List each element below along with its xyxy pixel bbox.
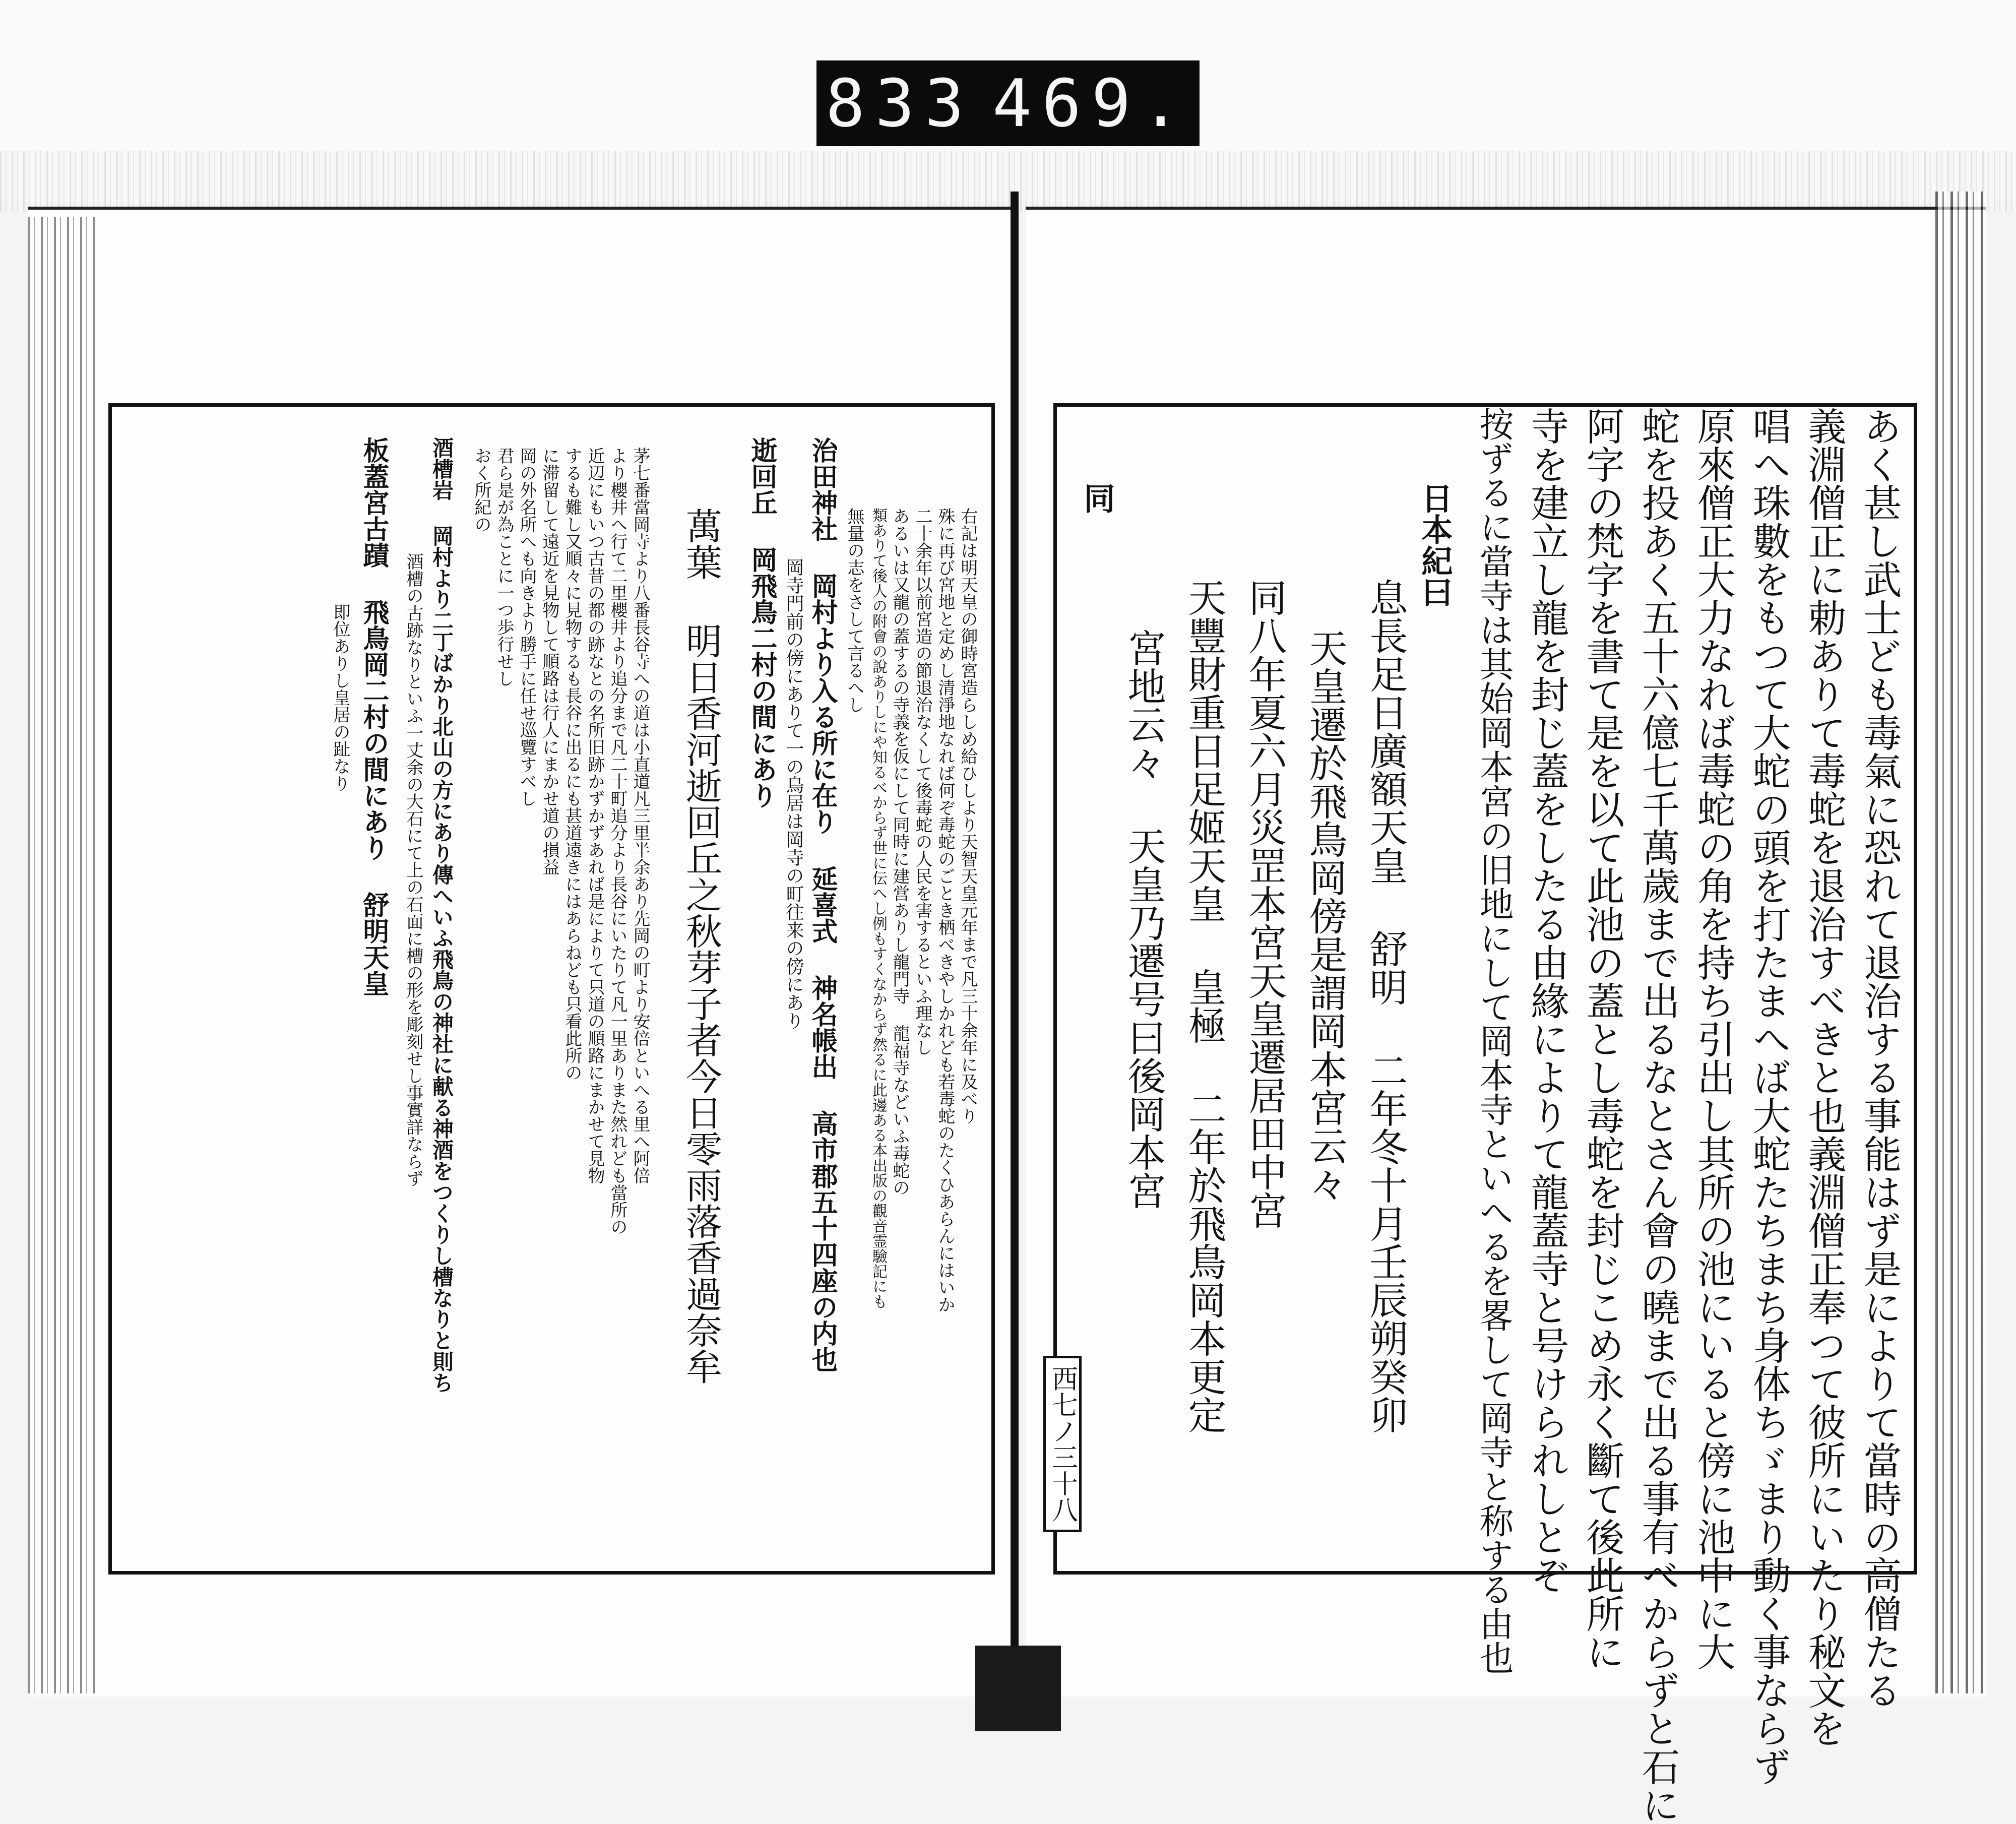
text-column: 同八年夏六月災罡本宮天皇遷居田中宮 xyxy=(1242,578,1287,1229)
text-column: 唱へ珠數をもつて大蛇の頭を打たまへば大蛇たちまち身体ちゞまり動く事ならず xyxy=(1746,407,1791,1786)
text-column: 寺を建立し龍を封じ蓋をしたる由緣によりて龍蓋寺と号けられしとぞ xyxy=(1525,407,1569,1594)
text-column: するも難し又順々に見物するも長谷に出るにも甚道遠きにはあらねども只看此所の xyxy=(562,447,582,1081)
text-column: 即位ありし皇居の趾なり xyxy=(330,603,350,792)
text-column: 天皇遷於飛鳥岡傍是謂岡本宮云々 xyxy=(1303,628,1348,1203)
text-column: 近辺にもいつ古昔の都の跡なとの名所旧跡かずかずあれば是によりて只道の順路にまかせて見物 xyxy=(585,447,605,1184)
text-column: あく甚し武士ども毒氣に恐れて退治する事能はず是によりて當時の高僧たる xyxy=(1857,407,1902,1709)
text-column: おく所紀の xyxy=(471,447,491,533)
citation-heading: 日本紀曰 xyxy=(1416,482,1453,607)
book-spine xyxy=(1011,192,1019,1653)
text-column: 宮地云々 天皇乃遷号曰後岡本宮 xyxy=(1121,628,1166,1210)
right-page-edge xyxy=(1935,192,1986,1693)
text-column: あるいは又龍の蓋するの寺義を仮にして同時に建営ありし龍門寺 龍福寺などいふ毒蛇の xyxy=(890,508,910,1196)
citation-heading: 同 xyxy=(1079,482,1115,514)
text-column: 阿字の梵字を書て是を以て此池の蓋とし毒蛇を封じこめ永く斷て後此所に xyxy=(1580,407,1625,1671)
text-column: 岡寺門前の傍にありて一の鳥居は岡寺の町往来の傍にあり xyxy=(783,558,804,1030)
text-column: 茅七番當岡寺より八番長谷寺への道は小直道凡三里半余あり先岡の町より安倍といへる里へ阿倍 xyxy=(630,447,650,1184)
left-page-edge xyxy=(28,217,98,1693)
text-column: 無量の志をさして言るへし xyxy=(844,508,864,713)
scan-id-label xyxy=(816,60,1200,146)
hill-heading: 逝回丘 岡飛鳥二村の間にあり xyxy=(746,437,777,808)
spine-block xyxy=(975,1646,1061,1731)
text-column: より櫻井へ行て二里櫻井より追分まで凡二十町追分より長谷にいたりて凡一里ありまた然れども當所の xyxy=(607,447,627,1235)
text-column: 義淵僧正に勅ありて毒蛇を退治すべきと也義淵僧正奉つて彼所にいたり秘文を xyxy=(1802,407,1847,1747)
left-text-frame xyxy=(108,403,995,1575)
palace-heading: 板蓋宮古蹟 飛鳥岡二村の間にあり 舒明天皇 xyxy=(358,437,389,996)
scan-id-left: 833 xyxy=(826,65,974,142)
right-text-frame xyxy=(1053,403,1917,1824)
text-column: に滞留して遠近を見物して順路は行人にまかせ道の損益 xyxy=(539,447,559,875)
text-column: 殊に再び宮地と定めし清淨地なれば何ぞ毒蛇のごとき栖べきやしかれども若毒蛇のたくひあらんにはいか xyxy=(935,508,955,1313)
stone-heading: 酒槽岩 岡村より二丁ばかり北山の方にあり傳へいふ飛鳥の神社に献る神酒をつくりし槽なりと則ち xyxy=(429,437,454,1393)
text-column: 酒槽の古跡なりといふ一丈余の大石にて上の石面に槽の形を彫刻せし事實詳ならず xyxy=(403,553,423,1187)
text-column: 蛇を投あく五十六億七千萬歲まで出るなとさん會の曉まで出る事有べからずと石に xyxy=(1635,407,1680,1824)
text-column: 君ら是が為ことに一つ歩行せし xyxy=(494,447,514,687)
scan-id-right: 469. xyxy=(992,65,1190,142)
text-column: 岡の外名所へも向きより勝手に任せ巡覽すべし xyxy=(517,447,537,807)
text-column: 類ありて後人の附會の說ありしにや知るべからず世に伝へし例もすくなからず然るに此邊ある本出版の觀音霊驗記にも xyxy=(869,508,887,1309)
shrine-heading: 治田神社 岡村より入る所に在り 延喜式 神名帳出 高市郡五十四座の内也 xyxy=(807,437,838,1372)
page-marker: 西七ノ三十八 xyxy=(1043,1356,1082,1532)
text-column: 按ずるに當寺は其始岡本宮の旧地にして岡本寺といへるを畧して岡寺と称する由也 xyxy=(1474,407,1514,1675)
text-column: 息長足日廣額天皇 舒明 二年冬十月壬辰朔癸卯 xyxy=(1363,578,1408,1434)
text-column: 原來僧正大力なれば毒蛇の角を持ち引出し其所の池にいると傍に池中に大 xyxy=(1691,407,1736,1671)
text-column: 右記は明天皇の御時宮造らしめ給ひしより天智天皇元年まで凡三十余年に及べり xyxy=(958,508,978,1124)
text-column: 二十余年以前宮造の節退治なくして後毒蛇の人民を害するといふ理なし xyxy=(912,508,932,1056)
scan-noise-band xyxy=(0,151,2016,212)
poem-column: 萬葉 明日香河逝回丘之秋芽子者今日零雨落香過奈牟 xyxy=(680,508,722,1385)
text-column: 天豐財重日足姬天皇 皇極 二年於飛鳥岡本更定 xyxy=(1182,578,1227,1434)
